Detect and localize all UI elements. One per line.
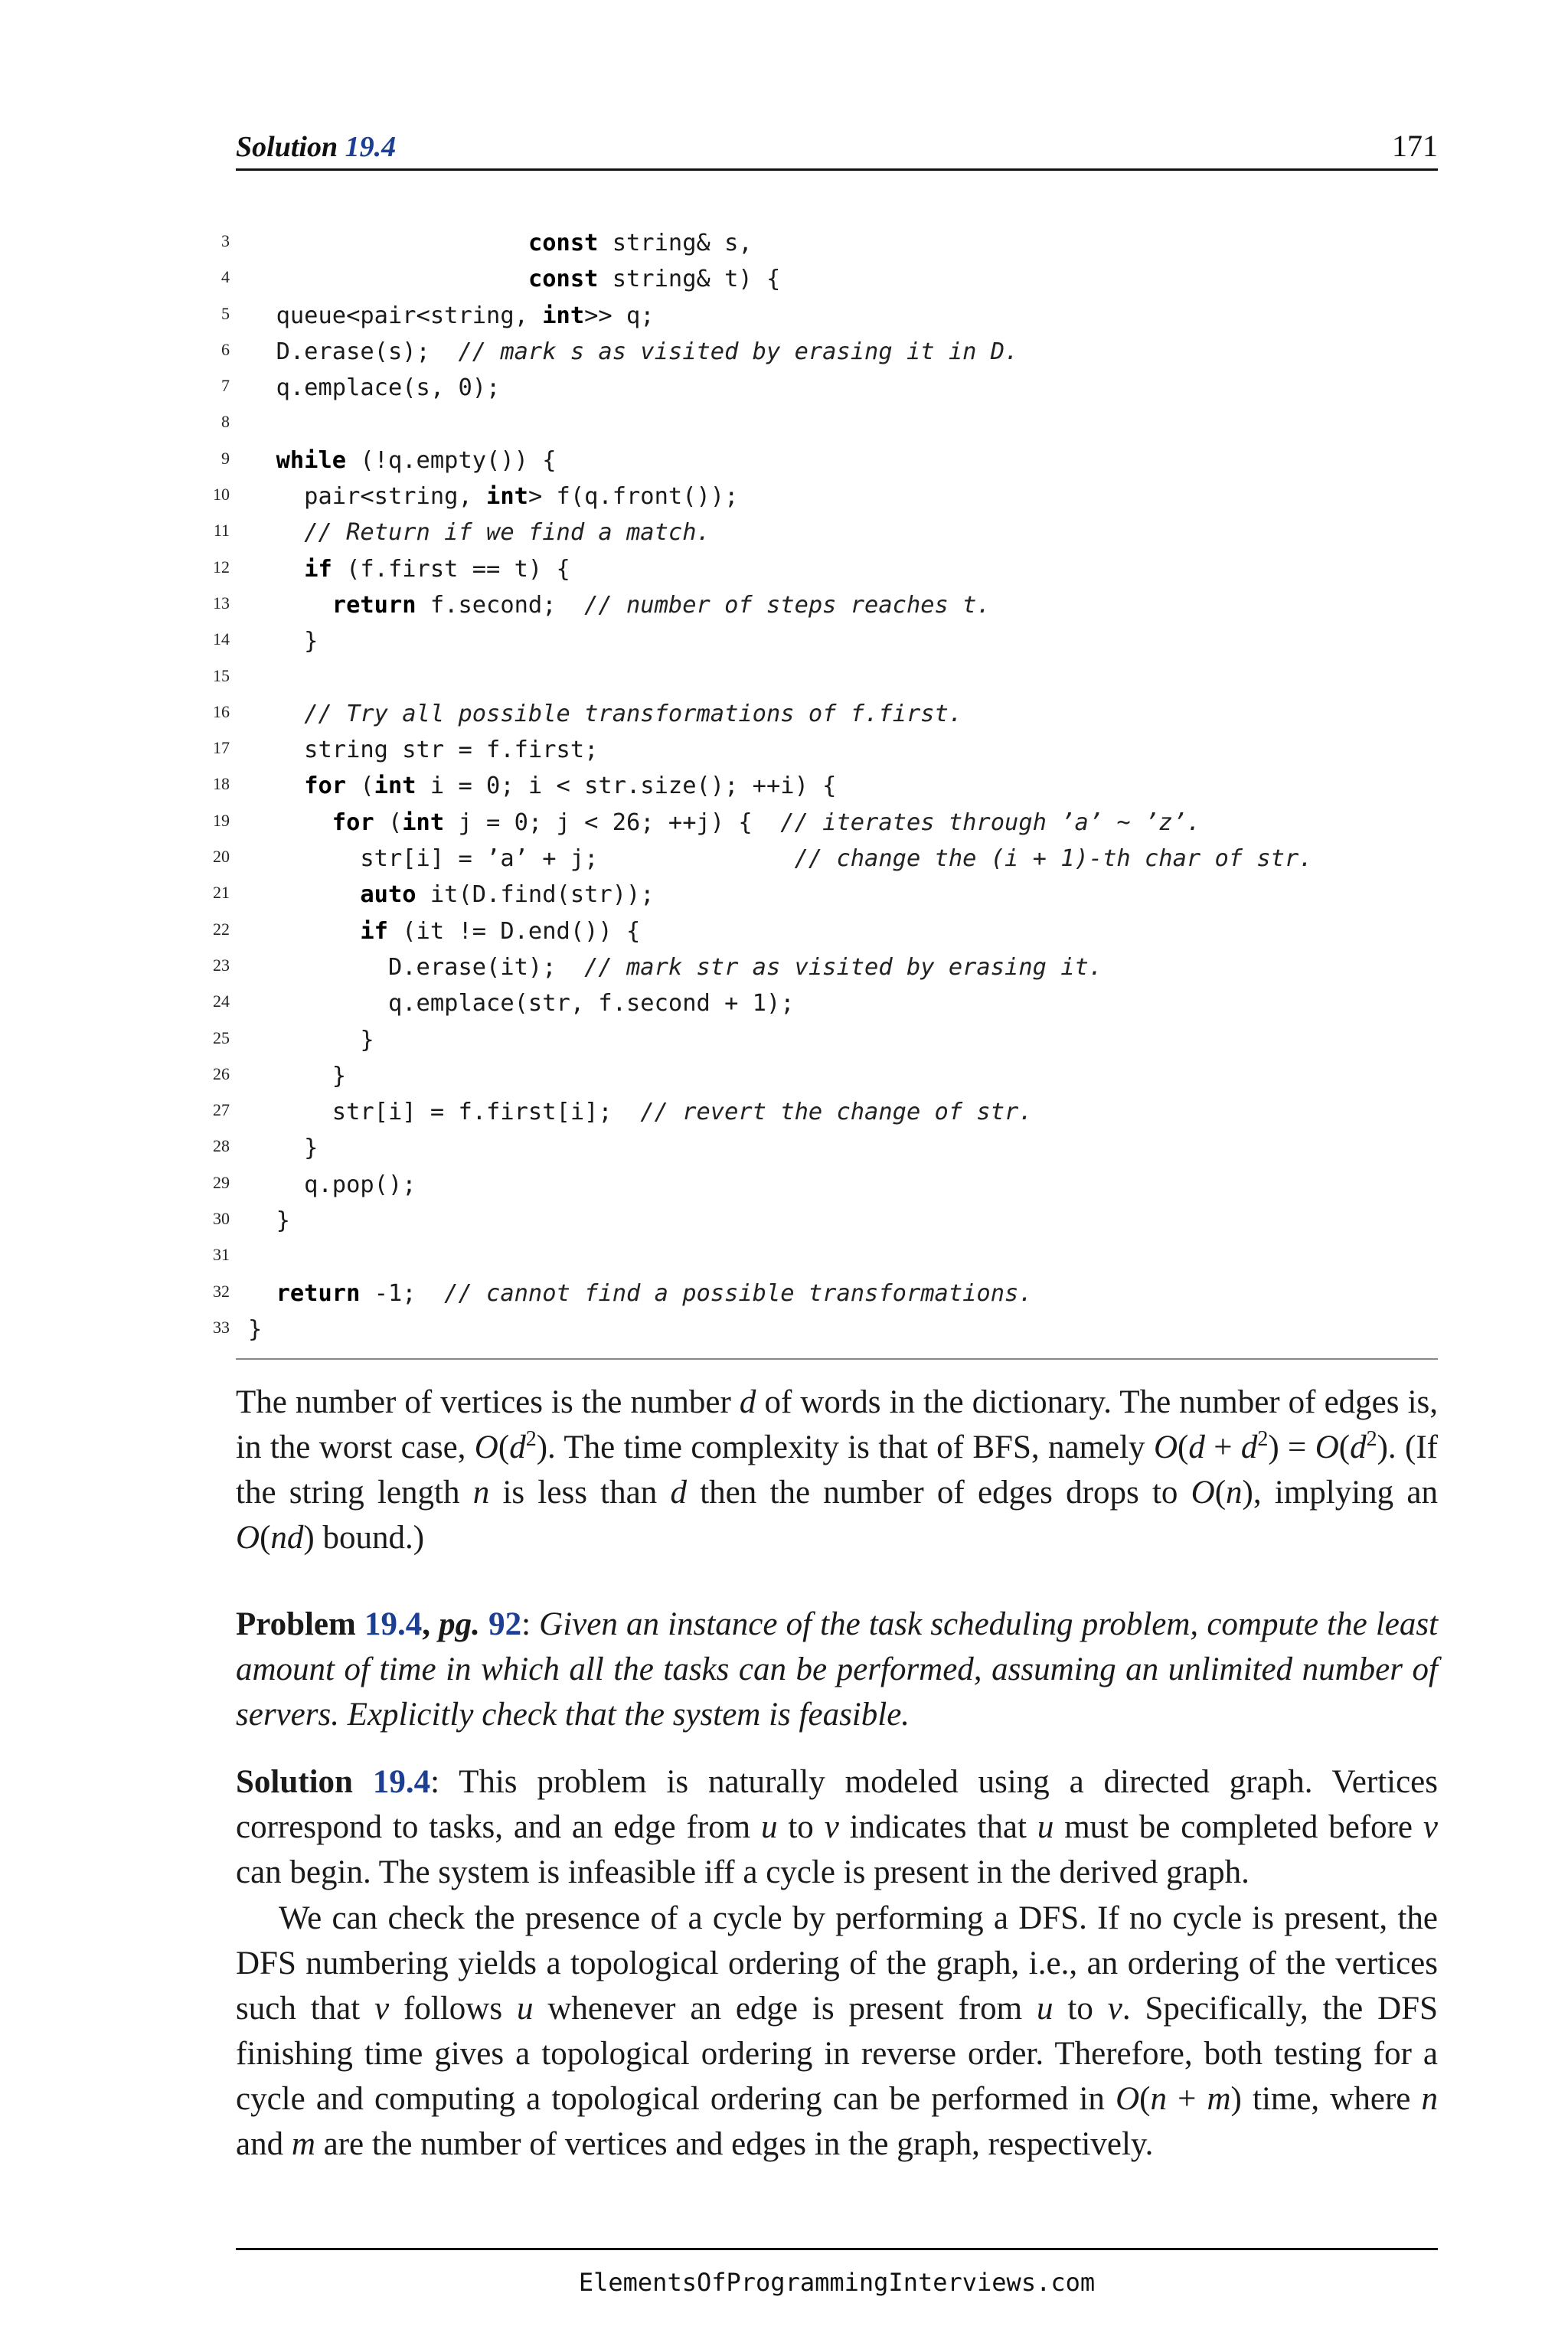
solution-label: Solution (236, 1764, 353, 1800)
code-line (207, 985, 1447, 1021)
code-line (207, 225, 1447, 261)
topological-order-paragraph: We can check the presence of a cycle by performing a DFS. If no cycle is present, the DFS numbering yields a topological ordering of the graph, i.e., an ordering of the vertices such that v follows u whenever an edge is present from u to v. Specifically, the DFS finishing time gives a topological ordering in reverse order. Therefore, both testing for a cycle and computing a topological ordering can be performed in O(n + m) time, where n and m are the number of vertices and edges in the graph, respectively. (236, 1900, 1438, 2162)
line-number: 25 (213, 1027, 230, 1047)
complexity-paragraph: The number of vertices is the number d of words in the dictionary. The number of edges is, in the worst case, $O(d^2)$. The time complexity is that of BFS, namely $O(d + d^2) = O(d^2)$. (If the string length n is less than d then the number of edges drops to O(n), implying an O(nd) bound.) (236, 1384, 1439, 1556)
line-number: 14 (213, 629, 230, 649)
line-number: 29 (213, 1172, 230, 1192)
code-line (207, 623, 1447, 659)
code-line (207, 1276, 1447, 1312)
line-number: 13 (213, 593, 230, 612)
line-number: 17 (213, 738, 230, 758)
code-listing (207, 225, 1447, 1348)
code-line (207, 805, 1447, 841)
code-line (207, 841, 1447, 877)
code-text: q.emplace(s, 0); (248, 374, 501, 402)
code-text: return -1; // cannot find a possible transformations. (276, 1279, 1033, 1307)
line-number: 11 (213, 521, 230, 541)
code-text: auto it(D.find(str)); (360, 881, 655, 909)
code-text: } (248, 1062, 347, 1089)
code-line (207, 587, 1447, 623)
code-line (207, 660, 1447, 696)
line-number: 10 (213, 485, 230, 505)
line-number: 31 (213, 1245, 230, 1265)
code-line (207, 1312, 1447, 1348)
line-number: 3 (221, 231, 230, 250)
code-line (207, 1094, 1447, 1130)
code-text: if (it != D.end()) { (360, 917, 641, 945)
line-number: 9 (221, 448, 230, 468)
running-head (236, 122, 1438, 171)
code-line (207, 1167, 1447, 1203)
code-text: // Try all possible transformations of f.first. (304, 700, 963, 727)
line-number: 20 (213, 847, 230, 867)
line-number: 19 (213, 810, 230, 830)
line-number: 26 (213, 1063, 230, 1083)
code-text: for (int j = 0; j < 26; ++j) { // iterates through ’a’ ~ ’z’. (332, 808, 1201, 836)
code-line (207, 334, 1447, 370)
code-line (207, 732, 1447, 768)
code-text: while (!q.empty()) { (276, 446, 557, 474)
code-line (207, 370, 1447, 406)
code-line (207, 514, 1447, 550)
code-text: queue<pair<string, int>> q; (248, 302, 655, 329)
code-line (207, 1239, 1447, 1275)
line-number: 27 (213, 1100, 230, 1120)
code-text: for (int i = 0; i < str.size(); ++i) { (304, 773, 837, 800)
code-line (207, 551, 1447, 587)
line-number: 12 (213, 557, 230, 577)
code-line (207, 768, 1447, 804)
footer-rule (236, 2248, 1438, 2250)
code-line (207, 298, 1447, 334)
running-head-section (236, 130, 396, 164)
code-line (207, 443, 1447, 479)
line-number: 15 (213, 665, 230, 685)
code-bottom-rule (236, 1358, 1438, 1360)
code-text: str[i] = f.first[i]; // revert the change of str. (248, 1099, 1033, 1126)
code-text: pair<string, int> f(q.front()); (248, 483, 739, 511)
line-number: 32 (213, 1281, 230, 1301)
code-text: const string& t) { (528, 266, 781, 293)
line-number: 6 (221, 339, 230, 359)
code-line (207, 1058, 1447, 1094)
code-text: q.pop(); (248, 1171, 416, 1198)
line-number: 4 (221, 267, 230, 287)
code-line (207, 696, 1447, 732)
line-number: 16 (213, 701, 230, 721)
line-number: 28 (213, 1136, 230, 1156)
page-number: 171 (1392, 129, 1438, 163)
code-line (207, 479, 1447, 514)
code-text: } (248, 1135, 318, 1162)
problem-number-link[interactable]: 19.4 (364, 1606, 423, 1642)
code-text: D.erase(s); // mark s as visited by erasing it in D. (248, 338, 1019, 365)
code-text: D.erase(it); // mark str as visited by erasing it. (248, 953, 1103, 981)
code-line (207, 1022, 1447, 1058)
code-line (207, 1203, 1447, 1239)
code-text: } (248, 628, 318, 655)
code-line (207, 877, 1447, 913)
line-number: 8 (221, 412, 230, 432)
solution-number-link[interactable]: 19.4 (372, 1764, 431, 1800)
code-text: // Return if we find a match. (304, 519, 710, 547)
code-line (207, 406, 1447, 442)
line-number: 18 (213, 774, 230, 794)
line-number: 30 (213, 1209, 230, 1229)
line-number: 33 (213, 1317, 230, 1337)
code-text: const string& s, (528, 230, 753, 256)
line-number: 22 (213, 919, 230, 939)
code-text: if (f.first == t) { (304, 555, 570, 583)
line-number: 23 (213, 955, 230, 975)
line-number: 24 (213, 991, 230, 1011)
code-line (207, 1130, 1447, 1166)
code-line (207, 913, 1447, 949)
line-number: 7 (221, 376, 230, 396)
code-text: str[i] = ’a’ + j; // change the (i + 1)-th char of str. (248, 845, 1313, 873)
line-number: 5 (221, 303, 230, 323)
code-text: } (248, 1315, 263, 1343)
code-text: string str = f.first; (248, 737, 599, 764)
solution-paragraph: Solution 19.4: This problem is naturally modeled using a directed graph. Vertices correspond to tasks, and an edge from u to v indicates that u must be completed before v can begin. The system is infeasible iff a cycle is present in the derived graph. (236, 1764, 1439, 1890)
code-text: return f.second; // number of steps reaches t. (332, 591, 991, 619)
problem-label: Problem (236, 1606, 356, 1642)
code-line (207, 949, 1447, 985)
code-text: } (248, 1026, 374, 1054)
problem-statement: Problem 19.4, pg. 92: Given an instance of the task scheduling problem, compute the least amount of time in which all the tasks can be performed, assuming an unlimited number of servers. Explicitly check that the system is feasible. (236, 1606, 1439, 1733)
code-line (207, 261, 1447, 297)
code-text: q.emplace(str, f.second + 1); (248, 990, 795, 1018)
problem-text: Given an instance of the task scheduling problem, compute the least amount of time in which all the tasks can be performed, assuming an unlimited number of servers. Explicitly check that the system is feasible. (236, 1606, 1439, 1733)
code-text: } (248, 1207, 290, 1235)
section-label: Solution (236, 131, 338, 163)
page-ref-link[interactable]: 92 (488, 1606, 522, 1642)
footer-site-link[interactable]: ElementsOfProgrammingInterviews.com (578, 2268, 1096, 2297)
line-number: 21 (213, 883, 230, 903)
section-number-link[interactable]: 19.4 (345, 131, 397, 163)
